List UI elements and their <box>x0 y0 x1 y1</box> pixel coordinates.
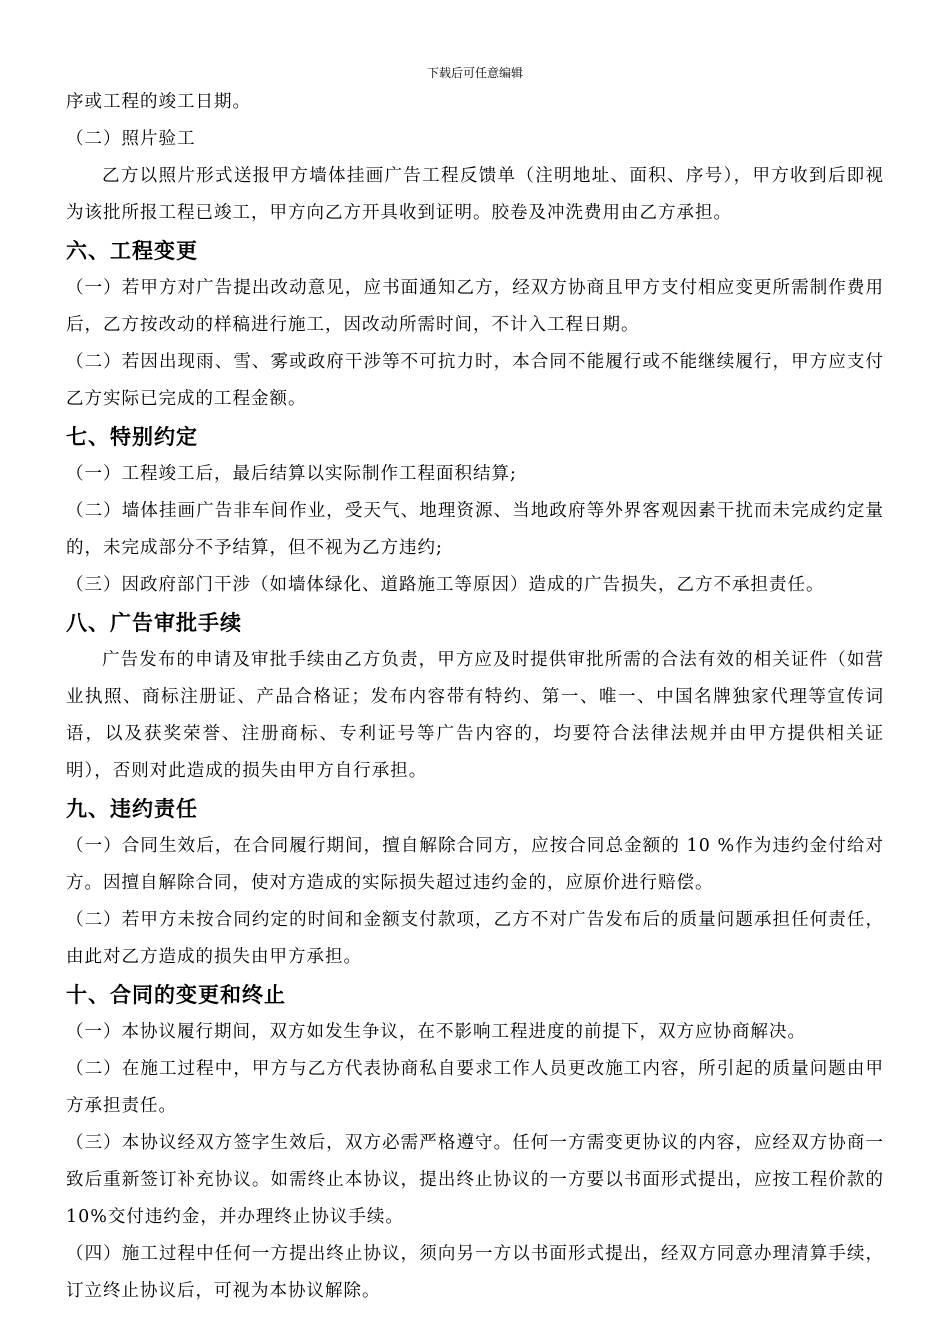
paragraph: （二）在施工过程中，甲方与乙方代表协商私自要求工作人员更改施工内容，所引起的质量问题由甲方承担责任。 <box>66 1059 884 1116</box>
paragraph: （一）工程竣工后，最后结算以实际制作工程面积结算; <box>66 464 517 484</box>
section-heading: 十、合同的变更和终止 <box>66 983 286 1007</box>
paragraph: （三）因政府部门干涉（如墙体绿化、道路施工等原因）造成的广告损失，乙方不承担责任。 <box>66 575 825 595</box>
paragraph: （一）若甲方对广告提出改动意见，应书面通知乙方，经双方协商且甲方支付相应变更所需制作费用后，乙方按改动的样稿进行施工，因改动所需时间，不计入工程日期。 <box>66 278 884 335</box>
paragraph: （二）照片验工 <box>66 129 196 149</box>
page-header: 下载后可任意编辑 <box>426 66 523 80</box>
paragraph: 广告发布的申请及审批手续由乙方负责，甲方应及时提供审批所需的合法有效的相关证件（如营业执照、商标注册证、产品合格证；发布内容带有特约、第一、唯一、中国名牌独家代理等宣传词语，以及获奖荣誉、注册商标、专利证号等广告内容的，均要符合法律法规并由甲方提供相关证明），否则对此造成的损失由甲方自行承担。 <box>66 650 884 781</box>
paragraph: 序或工程的竣工日期。 <box>66 92 251 112</box>
paragraph: （二）墙体挂画广告非车间作业，受天气、地理资源、当地政府等外界客观因素干扰而未完成约定量的，未完成部分不予结算，但不视为乙方违约; <box>66 501 884 558</box>
paragraph: （三）本协议经双方签字生效后，双方必需严格遵守。任何一方需变更协议的内容，应经双方协商一致后重新签订补充协议。如需终止本协议，提出终止协议的一方要以书面形式提出，应按工程价款的10%交付违约金，并办理终止协议手续。 <box>66 1133 884 1227</box>
paragraph: （二）若因出现雨、雪、雾或政府干涉等不可抗力时，本合同不能履行或不能继续履行，甲方应支付乙方实际已完成的工程金额。 <box>66 352 884 409</box>
section-heading: 九、违约责任 <box>66 797 198 821</box>
paragraph: （二）若甲方未按合同约定的时间和金额支付款项，乙方不对广告发布后的质量问题承担任何责任，由此对乙方造成的损失由甲方承担。 <box>66 910 884 967</box>
section-heading: 七、特别约定 <box>66 425 198 449</box>
paragraph: 乙方以照片形式送报甲方墙体挂画广告工程反馈单（注明地址、面积、序号），甲方收到后即视为该批所报工程已竣工，甲方向乙方开具收到证明。胶卷及冲洗费用由乙方承担。 <box>66 166 884 223</box>
paragraph: （一）本协议履行期间，双方如发生争议，在不影响工程进度的前提下，双方应协商解决。 <box>66 1022 806 1042</box>
paragraph: （四）施工过程中任何一方提出终止协议，须向另一方以书面形式提出，经双方同意办理清算手续，订立终止协议后，可视为本协议解除。 <box>66 1244 884 1301</box>
section-heading: 八、广告审批手续 <box>66 611 242 635</box>
document-body <box>66 84 884 1310</box>
paragraph: （一）合同生效后，在合同履行期间，擅自解除合同方，应按合同总金额的 10 %作为违约金付给对方。因擅自解除合同，使对方造成的实际损失超过违约金的，应原价进行赔偿。 <box>66 836 884 893</box>
section-heading: 六、工程变更 <box>66 239 198 263</box>
